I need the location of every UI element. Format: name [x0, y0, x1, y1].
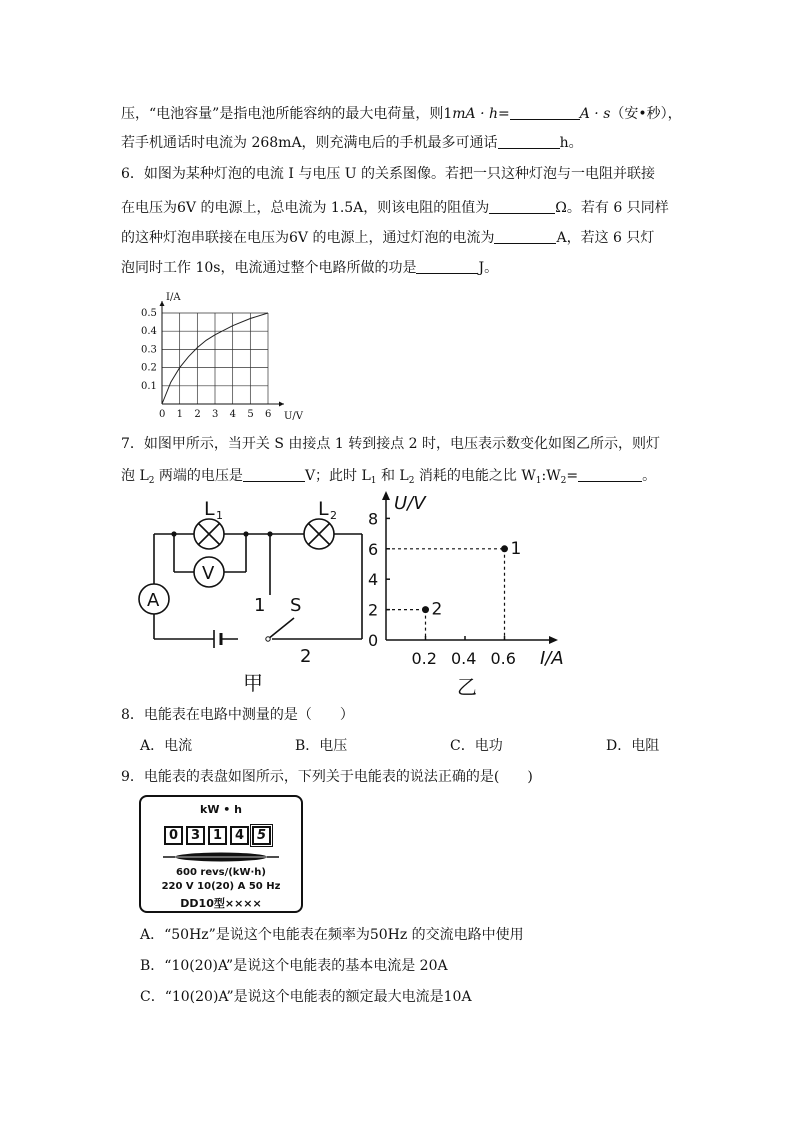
answer-blank[interactable] [243, 467, 305, 482]
x-tick-label: 2 [194, 409, 201, 420]
y-tick-label: 0.5 [141, 308, 157, 319]
circuit-diagram [130, 490, 380, 700]
data-point [422, 606, 429, 613]
q8-option-b[interactable]: B．电压 [295, 738, 348, 754]
y-tick-label: 0.1 [141, 380, 157, 392]
contact-1-label: 1 [254, 595, 266, 616]
q5-line2: 若手机通话时电流为 268mA，则充满电后的手机最多可通话 h。 [121, 135, 583, 151]
answer-blank[interactable] [416, 259, 478, 274]
y-axis-label: I/A [166, 292, 181, 303]
meter-model: DD10型×××× [180, 897, 262, 910]
y-axis-label: U/V [394, 493, 426, 514]
meter-unit: kW • h [200, 803, 242, 816]
x-tick-label: 0 [159, 409, 166, 420]
y-axis-arrow [160, 301, 165, 306]
energy-meter-dial [139, 795, 303, 913]
y-tick-label: 0.2 [141, 362, 157, 374]
y-tick-label: 0.4 [141, 326, 157, 338]
ui-graph [360, 488, 580, 703]
meter-digit-decimal: 5 [252, 826, 271, 845]
iu-graph [135, 285, 315, 425]
q8-option-d[interactable]: D．电阻 [606, 738, 660, 754]
q9-option-c[interactable]: C．“10(20)A”是说这个电能表的额定最大电流是10A [140, 989, 472, 1005]
meter-digit: 4 [230, 826, 249, 845]
x-tick-label: 6 [265, 409, 272, 420]
answer-blank[interactable] [510, 105, 580, 120]
q9-stem: 9．电能表的表盘如图所示，下列关于电能表的说法正确的是( ) [121, 769, 533, 785]
answer-blank[interactable] [498, 134, 560, 149]
meter-rotor-disc [161, 850, 281, 864]
point-label: 1 [510, 538, 522, 559]
x-axis-label: I/A [540, 648, 564, 669]
svg-text:2: 2 [330, 509, 337, 522]
data-point [501, 545, 508, 552]
q6-line3: 的这种灯泡串联接在电压为6V 的电源上，通过灯泡的电流为 A，若这 6 只灯 [121, 230, 655, 246]
q8-stem: 8．电能表在电路中测量的是（ ） [121, 707, 354, 723]
answer-blank[interactable] [578, 467, 642, 482]
x-axis-label: U/V [284, 411, 304, 422]
q6-line1: 6．如图为某种灯泡的电流 I 与电压 U 的关系图像。若把一只这种灯泡与一电阻并联接 [121, 166, 656, 182]
meter-digits [164, 826, 271, 845]
x-axis-arrow [549, 636, 558, 644]
meter-digit: 3 [186, 826, 205, 845]
x-tick-label: 1 [176, 409, 184, 420]
switch-label: S [290, 595, 302, 616]
voltmeter-label: V [202, 563, 215, 584]
lamp-l2-label: L [318, 498, 329, 520]
y-tick-label: 8 [368, 509, 379, 529]
x-tick-label: 0.2 [411, 649, 437, 668]
answer-blank[interactable] [489, 199, 555, 214]
svg-text:1: 1 [216, 509, 223, 522]
x-axis-arrow [279, 402, 284, 407]
figure-jia-caption: 甲 [243, 671, 263, 695]
q9-option-a[interactable]: A．“50Hz”是说这个电能表在频率为50Hz 的交流电路中使用 [140, 927, 524, 943]
lamp-l1-label: L [204, 498, 215, 520]
figure-yi-caption: 乙 [457, 675, 477, 699]
q9-option-b[interactable]: B．“10(20)A”是说这个电能表的基本电流是 20A [140, 958, 448, 974]
y-tick-label: 4 [368, 570, 379, 590]
contact-2-label: 2 [300, 646, 312, 667]
y-tick-label: 0.3 [141, 344, 157, 356]
point-label: 2 [431, 599, 443, 620]
answer-blank[interactable] [494, 229, 556, 244]
q7-line1: 7．如图甲所示，当开关 S 由接点 1 转到接点 2 时，电压表示数变化如图乙所示，则灯 [121, 436, 661, 452]
q8-option-c[interactable]: C．电功 [450, 738, 503, 754]
ammeter-label: A [147, 590, 160, 611]
y-axis-arrow [382, 491, 390, 500]
x-tick-label: 0.4 [451, 649, 477, 668]
q6-line2: 在电压为6V 的电源上，总电流为 1.5A，则该电阻的阻值为 Ω。若有 6 只同样 [121, 200, 669, 216]
meter-ratings: 220 V 10(20) A 50 Hz [161, 881, 281, 892]
y-tick-label: 2 [368, 600, 379, 620]
q6-line4: 泡同时工作 10s，电流通过整个电路所做的功是 J。 [121, 260, 499, 276]
x-tick-label: 0.6 [490, 649, 516, 668]
meter-digit: 0 [164, 826, 183, 845]
q8-option-a[interactable]: A．电流 [140, 738, 193, 754]
y-tick-label: 6 [368, 539, 379, 559]
q7-line2: 泡 $L_2$ 两端的电压是 V；此时 $L_1$ 和 $L_2$ 消耗的电能之比 $W_1:W_2=$ 。 [121, 468, 657, 486]
meter-digit: 1 [208, 826, 227, 845]
x-tick-label: 4 [229, 409, 237, 420]
y-tick-label: 0 [368, 631, 379, 650]
meter-revs: 600 revs/(kW·h) [176, 867, 266, 878]
x-tick-label: 5 [247, 409, 254, 420]
x-tick-label: 3 [212, 409, 219, 420]
q5-line1: 压，“电池容量”是指电池所能容纳的最大电荷量，则1mA · h= A · s（安•秒）， [121, 106, 682, 122]
